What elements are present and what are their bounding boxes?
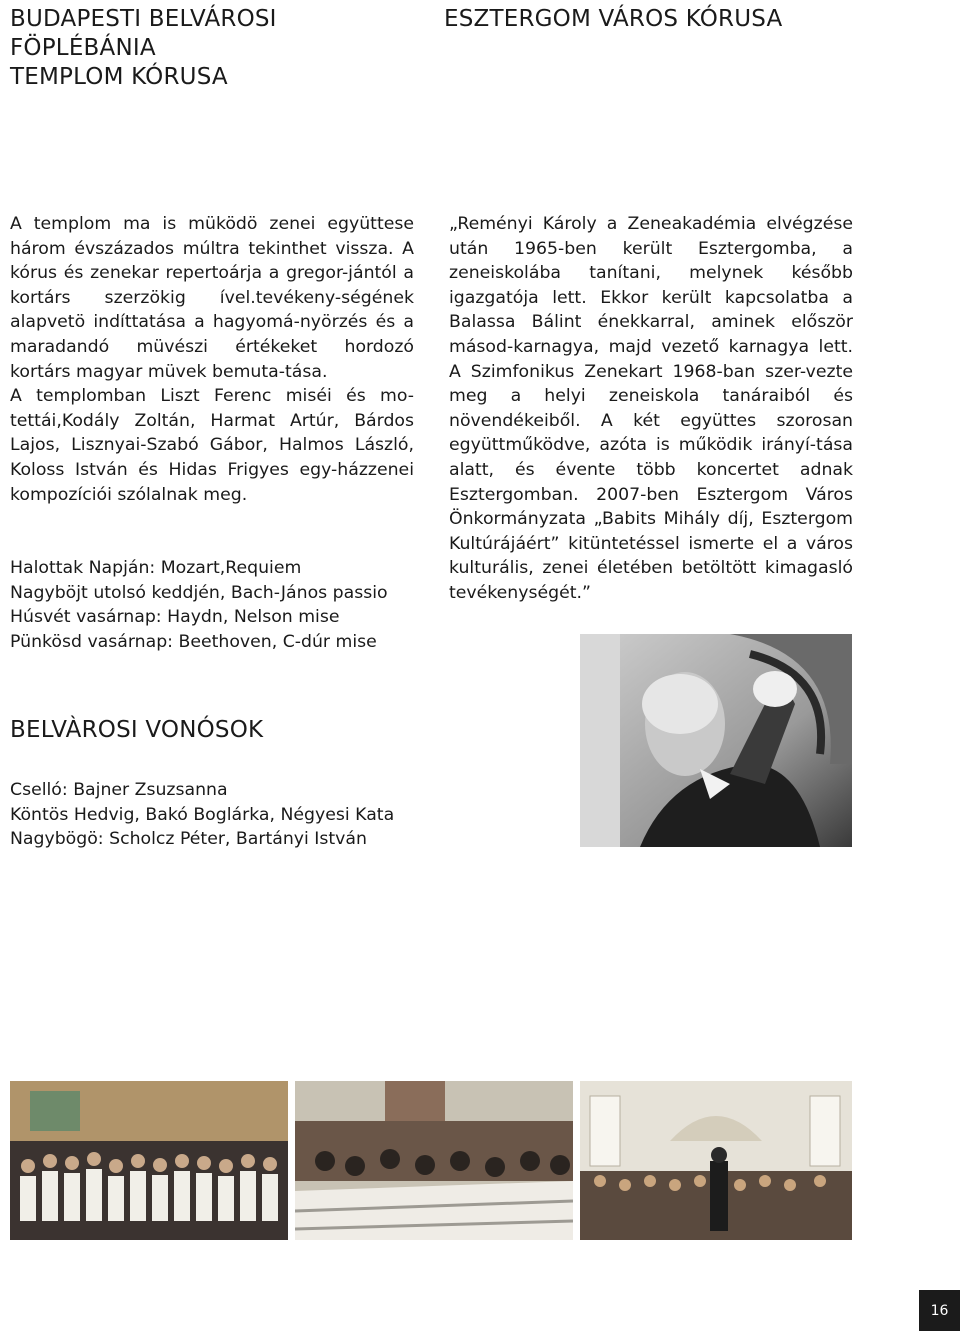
conductor-photo (580, 634, 852, 847)
member-line: Cselló: Bajner Zsuzsanna (10, 780, 228, 800)
right-paragraph: „Reményi Károly a Zeneakadémia elvégzése után 1965-ben került Esztergomba, a zeneiskolába tanítani, melynek később igazgatója lett. Ekkor került kapcsolatba a Balassa Bálint énekkarral, aminek először másod-karnagya, majd vezető karnagya lett. A Szimfonikus Zenekart 1968-ban szer-vezte meg a helyi zeneiskola tanáraiból és növendékeiből. A két együttes szorosan együttműködve, azóta is működik irányí-tása alatt, és évente több koncertet adnak Esztergomban. 2007-ben Esztergom Város Önkormányzata „Babits Mihály díj, Esztergom Kultúrájáért” kitüntetéssel ismerte el a város kulturális, zenei életében betöltött kimagasló tevékenységét.” (449, 214, 853, 603)
events-list (10, 556, 388, 654)
left-body (10, 212, 414, 507)
strings-title: BELVÀROSI VONÓSOK (10, 717, 264, 743)
left-paragraph: A templomban Liszt Ferenc miséi és mo-tettái,Kodály Zoltán, Harmat Artúr, Bárdos Lajos, Lisznyai-Szabó Gábor, Halmos László, Koloss István és Hidas Frigyes egy-házzenei kompozíciói szólalnak meg. (10, 386, 414, 505)
page-number: 16 (919, 1290, 960, 1331)
choir-photo-3 (580, 1081, 852, 1240)
choir-photo-2 (295, 1081, 573, 1240)
right-section-title: ESZTERGOM VÁROS KÓRUSA (444, 6, 783, 32)
event-item: Pünkösd vasárnap: Beethoven, C-dúr mise (10, 631, 377, 652)
member-line: Köntös Hedvig, Bakó Boglárka, Négyesi Kata (10, 804, 395, 825)
choir-photo-1 (10, 1081, 288, 1240)
left-title-line: FÖPLÉBÁNIA (10, 35, 156, 61)
event-item: Húsvét vasárnap: Haydn, Nelson mise (10, 607, 340, 628)
left-title-line: BUDAPESTI BELVÁROSI (10, 6, 277, 32)
event-item: Nagyböjt utolsó keddjén, Bach-János passio (10, 582, 388, 603)
event-item: Halottak Napján: Mozart,Requiem (10, 558, 302, 578)
left-paragraph: A templom ma is müködö zenei együttese három évszázados múltra tekinthet vissza. A kórus és zenekar repertoárja a gregor-jántól a kortárs szerzökig ível.tevékeny-ségének alapvetö indíttatása a hagyomá-nyörzés és a maradandó müvészi értékeket hordozó kortárs magyar müvek bemuta-tása. (10, 214, 414, 382)
strings-members (10, 778, 394, 852)
right-body (449, 212, 853, 606)
member-line: Nagybögö: Scholcz Péter, Bartányi István (10, 829, 367, 850)
left-title-line: TEMPLOM KÓRUSA (10, 64, 228, 90)
left-section-title (10, 5, 277, 92)
